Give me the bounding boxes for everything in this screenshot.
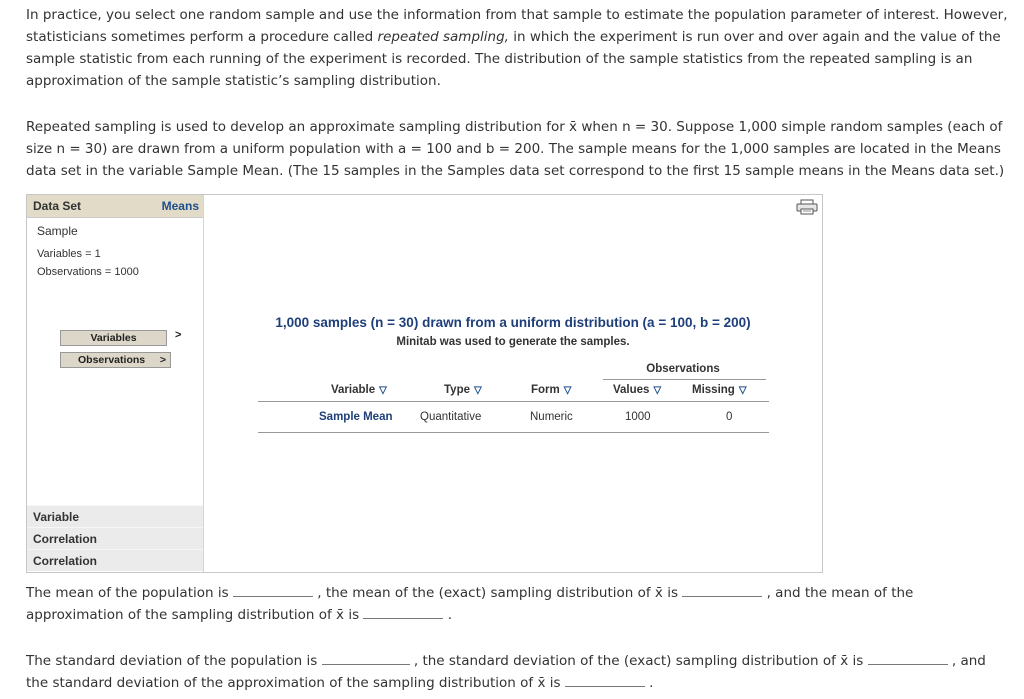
sort-icon: ▽ (738, 385, 747, 396)
variables-button[interactable]: Variables (60, 330, 167, 346)
dataset-content (204, 195, 822, 572)
column-header-values[interactable] (613, 384, 661, 396)
column-header-type-label: Type (444, 384, 470, 396)
exact-sampling-mean-input[interactable] (682, 582, 762, 597)
column-header-variable[interactable] (331, 384, 387, 396)
intro-italic-term: repeated sampling, (377, 29, 509, 45)
sidebar-header (27, 195, 203, 218)
sidebar-link-correlation-2[interactable] (27, 549, 203, 571)
dataset-title: 1,000 samples (n = 30) drawn from a uniform distribution (a = 100, b = 200) (275, 315, 751, 330)
population-sd-input[interactable] (322, 650, 410, 665)
q2-text-2: , the standard deviation of the (exact) sampling distribution of x̄ is (413, 653, 864, 669)
q2-text-1: The standard deviation of the population is (26, 653, 318, 669)
q2-text-3: , and (951, 653, 986, 669)
q1-text-4: approximation of the sampling distribution of x̄ is (26, 607, 360, 623)
q1-end: . (447, 607, 453, 623)
column-header-variable-label: Variable (331, 384, 376, 396)
intro-text-2: in which the experiment is run over and over again and the value of the sample statistic from each running of the experiment is recorded. The distribution of the sample statistics from the repeated sampling is an approximation of the sample statistic’s sampling distribution. (26, 29, 1001, 89)
sidebar-link-variable-label: Variable (33, 510, 80, 524)
column-header-values-label: Values (613, 384, 650, 396)
variables-count: Variables = 1 (37, 248, 101, 260)
q2-text-4: the standard deviation of the approximation of the sampling distribution of x̄ is (26, 675, 561, 691)
question-1 (26, 582, 1011, 626)
observations-button-label: Observations (78, 354, 146, 366)
sort-icon: ▽ (379, 385, 387, 396)
observations-button[interactable] (60, 352, 171, 368)
q1-text-2: , the mean of the (exact) sampling distribution of x̄ is (317, 585, 678, 601)
sample-link[interactable]: Sample (37, 224, 78, 238)
observations-count: Observations = 1000 (37, 266, 139, 278)
cell-values: 1000 (625, 411, 651, 423)
column-header-form[interactable] (531, 384, 571, 396)
cell-missing: 0 (726, 411, 733, 423)
printer-icon[interactable] (796, 199, 818, 215)
intro-paragraph (26, 4, 1011, 92)
sort-icon: ▽ (474, 385, 482, 396)
column-header-missing-label: Missing (692, 384, 735, 396)
question-2 (26, 650, 1011, 694)
q1-text-3: , and the mean of the (766, 585, 914, 601)
approx-sampling-sd-input[interactable] (565, 672, 645, 687)
sidebar-link-correlation-label: Correlation (33, 532, 98, 546)
q1-text-1: The mean of the population is (26, 585, 229, 601)
sidebar-link-correlation-2-label: Correlation (33, 554, 98, 568)
group-header-rule (603, 379, 766, 380)
cell-type: Quantitative (420, 411, 482, 423)
observations-arrow-icon: > (159, 354, 166, 366)
cell-form: Numeric (530, 411, 573, 423)
variables-arrow-icon[interactable]: > (175, 329, 182, 341)
problem-paragraph: Repeated sampling is used to develop an approximate sampling distribution for x̄ when n = 30. Suppose 1,000 simple random samples (each of size n = 30) are drawn from a uniform population with a = 100 and b = 200. The sample means for the 1,000 samples are located in the Means data set in the variable Sample Mean. (The 15 samples in the Samples data set correspond to the first 15 sample means in the Means data set.) (26, 119, 1005, 179)
data-set-name[interactable]: Means (161, 199, 199, 213)
sidebar-link-correlation[interactable] (27, 527, 203, 549)
sort-icon: ▽ (653, 385, 662, 396)
q2-end: . (649, 675, 654, 691)
population-mean-input[interactable] (233, 582, 313, 597)
observations-group-header: Observations (646, 363, 720, 375)
exact-sampling-sd-input[interactable] (868, 650, 948, 665)
dataset-sidebar (27, 195, 204, 572)
dataset-panel (26, 194, 823, 573)
sidebar-link-variable[interactable] (27, 505, 203, 527)
column-header-type[interactable] (444, 384, 482, 396)
cell-variable-name[interactable]: Sample Mean (319, 411, 393, 423)
intro-text-1: In practice, you select one random sample and use the information from that sample to estimate the population parameter of interest. However, statisticians sometimes perform a procedure called (26, 7, 1008, 45)
approx-sampling-mean-input[interactable] (363, 604, 443, 619)
column-header-form-label: Form (531, 384, 560, 396)
column-header-missing[interactable] (692, 384, 747, 396)
data-set-label: Data Set (33, 199, 82, 213)
header-rule (258, 401, 769, 402)
table-bottom-rule (258, 432, 769, 433)
sort-icon: ▽ (563, 385, 572, 396)
dataset-subtitle: Minitab was used to generate the samples. (396, 336, 630, 348)
